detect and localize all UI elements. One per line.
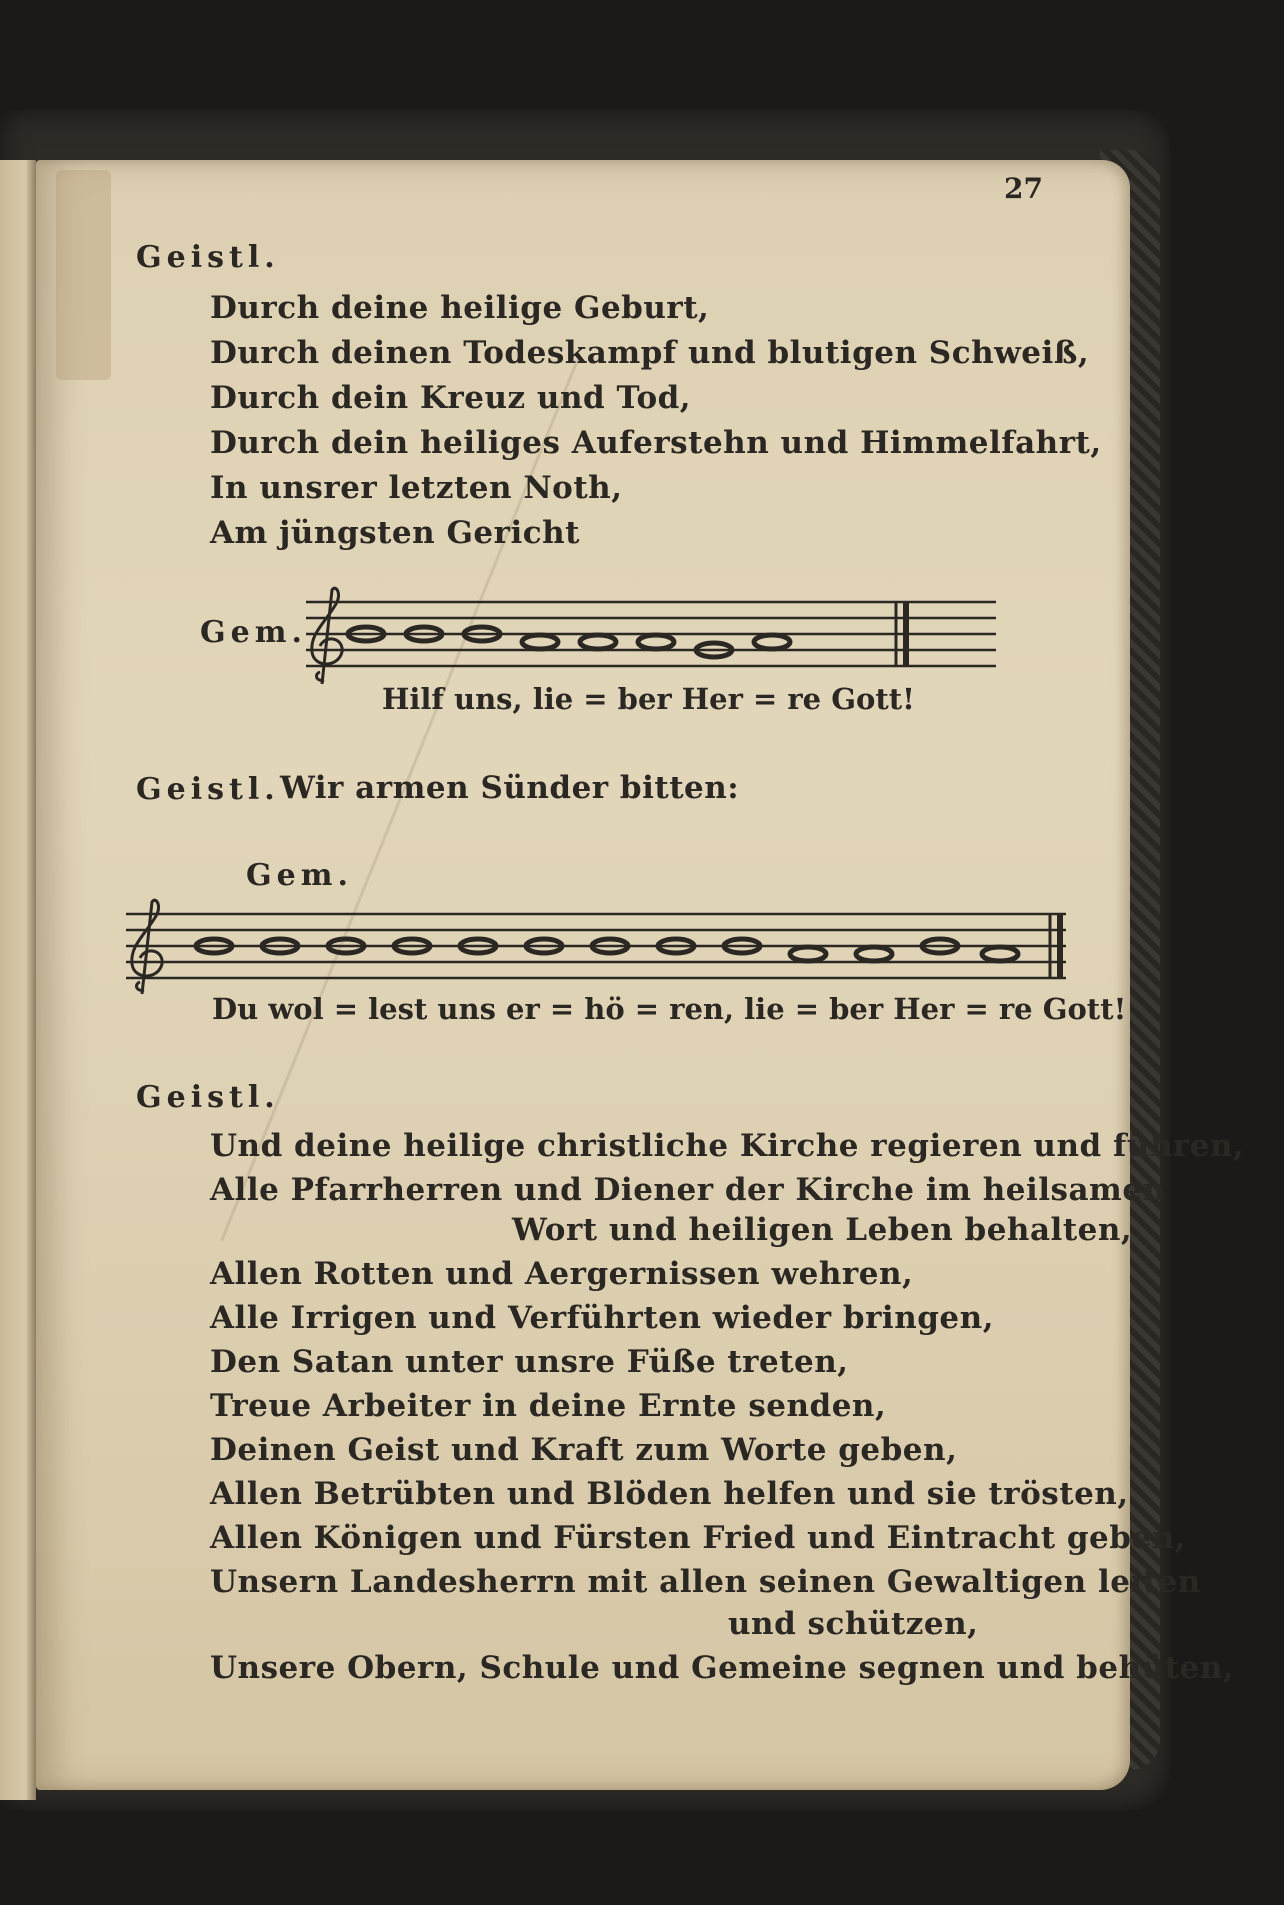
speaker-label: Gem. [246,858,353,893]
litany-line: Und deine heilige christliche Kirche regieren und führen, [210,1128,1245,1164]
litany-line: Durch dein heiliges Auferstehn und Himmelfahrt, [210,425,1102,461]
litany-line: Durch dein Kreuz und Tod, [210,380,692,416]
litany-line: Alle Pfarrherren und Diener der Kirche im heilsamen [210,1172,1166,1208]
speaker-label: Geistl. [136,1080,280,1115]
litany-line: Den Satan unter unsre Füße treten, [210,1344,849,1380]
litany-line: Durch deinen Todeskampf und blutigen Schweiß, [210,335,1090,371]
litany-line: Deinen Geist und Kraft zum Worte geben, [210,1432,958,1468]
chant-lyrics: Hilf uns, lie = ber Her = re Gott! [382,682,915,716]
litany-line: Alle Irrigen und Verführten wieder bringen, [210,1300,994,1336]
litany-line: Treue Arbeiter in deine Ernte senden, [210,1388,887,1424]
litany-line: und schützen, [728,1606,979,1642]
litany-line: Wort und heiligen Leben behalten, [512,1212,1133,1248]
chant-lyrics: Du wol = lest uns er = hö = ren, lie = ber Her = re Gott! [212,992,1127,1026]
page-number: 27 [1004,172,1043,205]
page-stain [56,170,111,380]
litany-line: Allen Betrübten und Blöden helfen und sie trösten, [210,1476,1129,1512]
speaker-label: Geistl. [136,772,280,807]
litany-line: Allen Königen und Fürsten Fried und Eintracht geben, [210,1520,1186,1556]
speaker-label: Geistl. [136,240,280,275]
litany-line: Durch deine heilige Geburt, [210,290,710,326]
litany-line: Unsere Obern, Schule und Gemeine segnen und behüten, [210,1650,1235,1686]
litany-line: Am jüngsten Gericht [210,515,580,551]
book-page [36,160,1245,1790]
music-staff [126,902,1076,1002]
speaker-label: Gem. [200,615,307,650]
litany-line: Allen Rotten und Aergernissen wehren, [210,1256,914,1292]
litany-line: In unsrer letzten Noth, [210,470,623,506]
left-page-edge [0,160,36,1800]
litany-line: Unsern Landesherrn mit allen seinen Gewaltigen leiten [210,1564,1201,1600]
litany-line: Wir armen Sünder bitten: [280,770,740,806]
